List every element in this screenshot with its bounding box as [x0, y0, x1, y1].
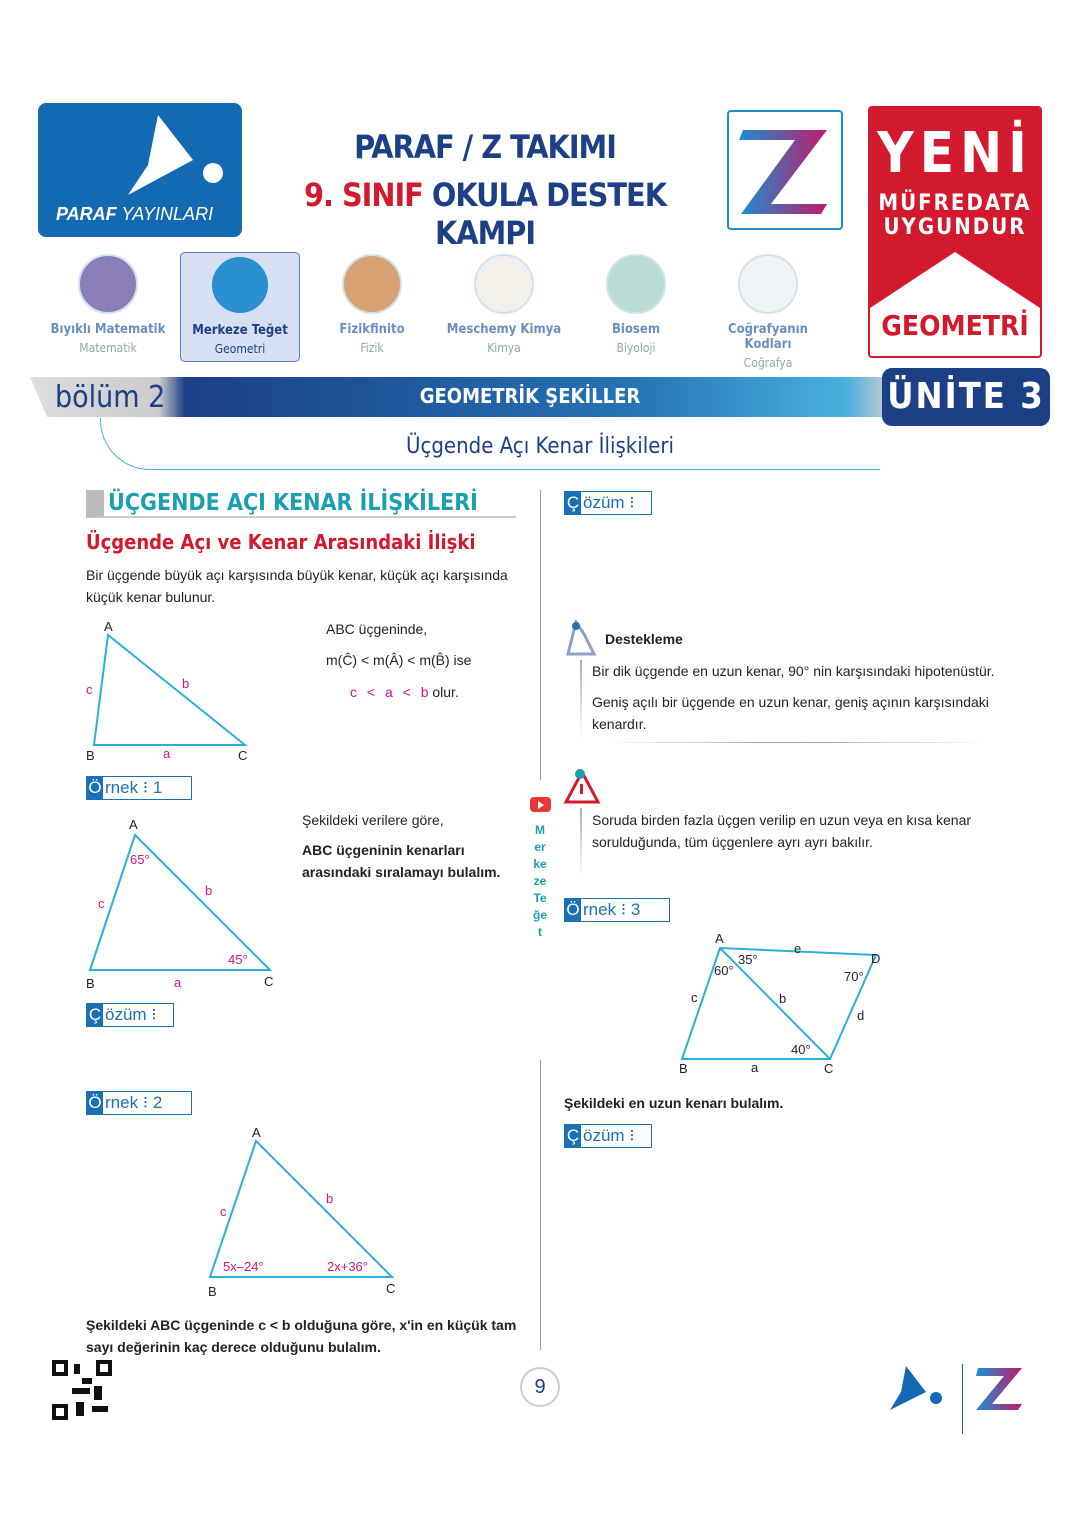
support-title: Destekleme — [605, 631, 683, 647]
channel-avatar — [474, 254, 534, 314]
solution-tag: Ç özüm ⁝ — [564, 1124, 652, 1148]
channel-merkeze-teget[interactable]: Merkeze Teğet Geometri — [180, 252, 300, 362]
example-3-question: Şekildeki en uzun kenarı bulalım. — [564, 1095, 784, 1111]
intro-text: Bir üçgende büyük açı karşısında büyük kenar, küçük açı karşısında küçük kenar bulunur. — [86, 567, 508, 605]
ribbon-new: YENİ — [877, 121, 1033, 186]
channel-avatar — [606, 254, 666, 314]
qr-code[interactable] — [52, 1360, 112, 1420]
curriculum-ribbon — [868, 106, 1042, 358]
channel-avatar — [738, 254, 798, 314]
paraf-logo — [38, 103, 242, 237]
vertical-channel-label: Merkeze Teğet — [533, 823, 548, 939]
example-1-tag: Ö rnek ⁝ 1 — [86, 776, 192, 800]
z-logo-icon — [729, 112, 841, 228]
support-icon — [564, 620, 600, 660]
unit-badge: ÜNİTE 3 — [882, 368, 1050, 426]
example-2-question: Şekildeki ABC üçgeninde c < b olduğuna göre, x'in en küçük tam sayı değerinin kaç derece olduğunu bulalım. — [86, 1317, 517, 1355]
section-title: GEOMETRİK ŞEKİLLER — [419, 384, 641, 408]
youtube-icon — [530, 797, 551, 812]
channel-cografyanin-kodlari[interactable]: Coğrafyanın Kodları Coğrafya — [708, 252, 828, 362]
page-number: 9 — [520, 1367, 560, 1407]
camp-name: OKULA DESTEK KAMPI — [431, 176, 667, 252]
publisher-suffix: YAYINLARI — [121, 204, 214, 224]
z-footer-logo — [972, 1362, 1030, 1416]
channel-fizikfinito[interactable]: Fizikfinito Fizik — [312, 252, 432, 362]
solution-tag: Ç özüm ⁝ — [564, 491, 652, 515]
channel-avatar — [78, 254, 138, 314]
support-text-1: Bir dik üçgende en uzun kenar, 90° nin karşısındaki hipotenüstür. — [592, 663, 995, 679]
warning-icon — [562, 768, 602, 808]
rule-sides: c < a < b olur. — [350, 684, 459, 700]
divider — [600, 742, 990, 743]
section-subheading: Üçgende Açı ve Kenar Arasındaki İlişki — [86, 530, 476, 554]
title-line2 — [250, 176, 720, 252]
ribbon-subject: GEOMETRİ — [881, 309, 1029, 342]
channel-biyikli-matematik[interactable]: Bıyıklı Matematik Matematik — [48, 252, 168, 362]
grade: 9. SINIF — [303, 176, 423, 214]
example-1-question: ABC üçgeninin kenarları arasındaki sıralamayı bulalım. — [302, 842, 501, 880]
channel-biosem[interactable]: Biosem Biyoloji — [576, 252, 696, 362]
support-text-2: Geniş açılı bir üçgende en uzun kenar, geniş açının karşısındaki kenardır. — [592, 694, 989, 732]
ribbon-curriculum: MÜFREDATA UYGUNDUR — [878, 191, 1032, 240]
rule-angles: m(Ĉ) < m(Â) < m(B̂) ise — [326, 652, 472, 668]
column-divider — [540, 1060, 541, 1350]
example-1-text: Şekildeki verilere göre, — [302, 812, 444, 828]
triangle-figure-example1 — [80, 825, 280, 975]
footer-divider — [962, 1364, 963, 1434]
solution-tag: Ç özüm ⁝ — [86, 1003, 174, 1027]
example-2-tag: Ö rnek ⁝ 2 — [86, 1091, 192, 1115]
chapter-label: bölüm 2 — [55, 380, 166, 415]
example-3-tag: Ö rnek ⁝ 3 — [564, 898, 670, 922]
channel-avatar — [342, 254, 402, 314]
rule-title: ABC üçgeninde, — [326, 621, 428, 637]
publisher-name: PARAF — [56, 204, 117, 224]
triangle-figure-abc — [80, 615, 260, 765]
topic-subtitle: Üçgende Açı Kenar İlişkileri — [405, 434, 675, 459]
channel-avatar — [210, 255, 270, 315]
note-bar — [580, 660, 582, 740]
warning-text: Soruda birden fazla üçgen verilip en uzun veya en kısa kenar sorulduğunda, tüm üçgenlere ayrı ayrı bakılır. — [592, 812, 972, 850]
paraf-arrow-icon — [118, 115, 228, 195]
column-divider — [540, 490, 541, 780]
note-bar — [580, 808, 582, 878]
z-takimi-logo — [727, 110, 843, 230]
channel-meschemy-kimya[interactable]: Meschemy Kimya Kimya — [444, 252, 564, 362]
section-heading: ÜÇGENDE AÇI KENAR İLİŞKİLERİ — [86, 490, 516, 518]
title-line1: PARAF / Z TAKIMI — [354, 128, 616, 166]
paraf-footer-logo — [886, 1364, 946, 1414]
